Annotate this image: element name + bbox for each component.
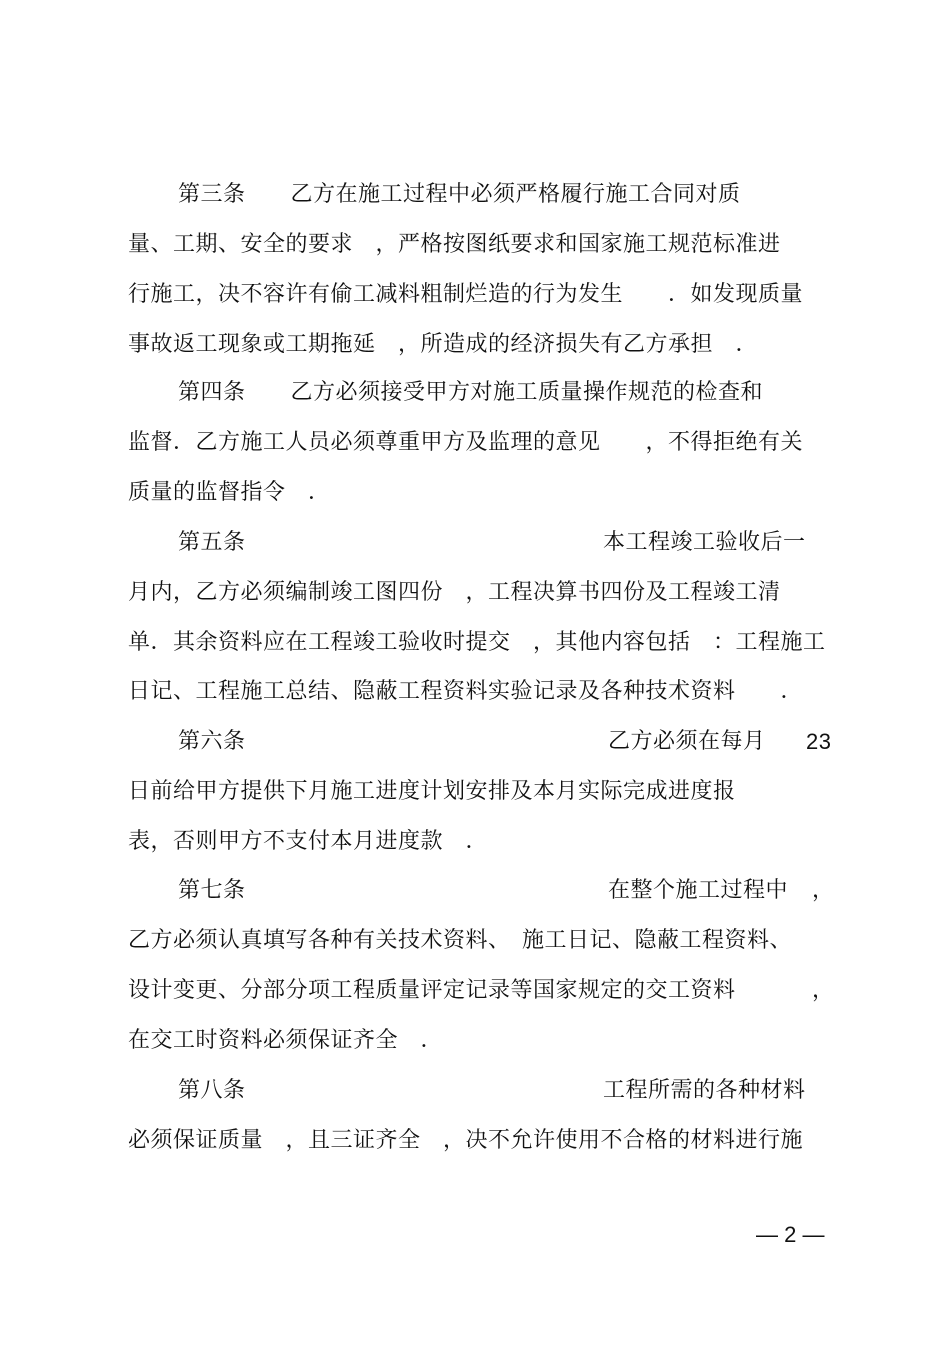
text-line: 必须保证质量 ，且三证齐全 ，决不允许使用不合格的材料进行施	[128, 1128, 804, 1153]
text-line: 月内，乙方必须编制竣工图四份 ，工程决算书四份及工程竣工清	[128, 580, 781, 605]
text-line: 乙方必须在每月	[608, 729, 766, 754]
article-heading: 第五条	[178, 530, 246, 555]
article-heading: 第七条	[178, 878, 246, 903]
text-line: 23	[806, 729, 832, 754]
text-line: 单．其余资料应在工程竣工验收时提交 ，其他内容包括 ：工程施工	[128, 630, 826, 655]
text-line: 日记、工程施工总结、隐蔽工程资料实验记录及各种技术资料 ．	[128, 679, 804, 704]
text-line: 事故返工现象或工期拖延 ，所造成的经济损失有乙方承担 ．	[128, 332, 759, 357]
text-line: 质量的监督指令 ．	[128, 480, 331, 505]
text-line: 行施工，决不容许有偷工减料粗制烂造的行为发生 ．如发现质量	[128, 282, 804, 307]
text-line: 设计变更、分部分项工程质量评定记录等国家规定的交工资料	[128, 978, 736, 1003]
text-line: 本工程竣工验收后一	[603, 530, 806, 555]
text-line: 乙方必须认真填写各种有关技术资料、 施工日记、隐蔽工程资料、	[128, 928, 793, 953]
text-line: 第四条 乙方必须接受甲方对施工质量操作规范的检查和	[178, 380, 764, 405]
text-line: 在交工时资料必须保证齐全 ．	[128, 1028, 444, 1053]
text-line: 表，否则甲方不支付本月进度款 ．	[128, 829, 489, 854]
text-line: ，	[812, 978, 835, 1003]
page-number: — 2 —	[756, 1222, 825, 1247]
text-line: 量、工期、安全的要求 ，严格按图纸要求和国家施工规范标准进	[128, 232, 781, 257]
text-line: 监督．乙方施工人员必须尊重甲方及监理的意见 ，不得拒绝有关	[128, 430, 804, 455]
text-line: 第三条 乙方在施工过程中必须严格履行施工合同对质	[178, 182, 741, 207]
text-line: 工程所需的各种材料	[603, 1078, 806, 1103]
article-heading: 第六条	[178, 729, 246, 754]
text-line: 日前给甲方提供下月施工进度计划安排及本月实际完成进度报	[128, 779, 736, 804]
text-line: 在整个施工过程中	[608, 878, 789, 903]
article-heading: 第八条	[178, 1078, 246, 1103]
text-line: ，	[812, 878, 835, 903]
